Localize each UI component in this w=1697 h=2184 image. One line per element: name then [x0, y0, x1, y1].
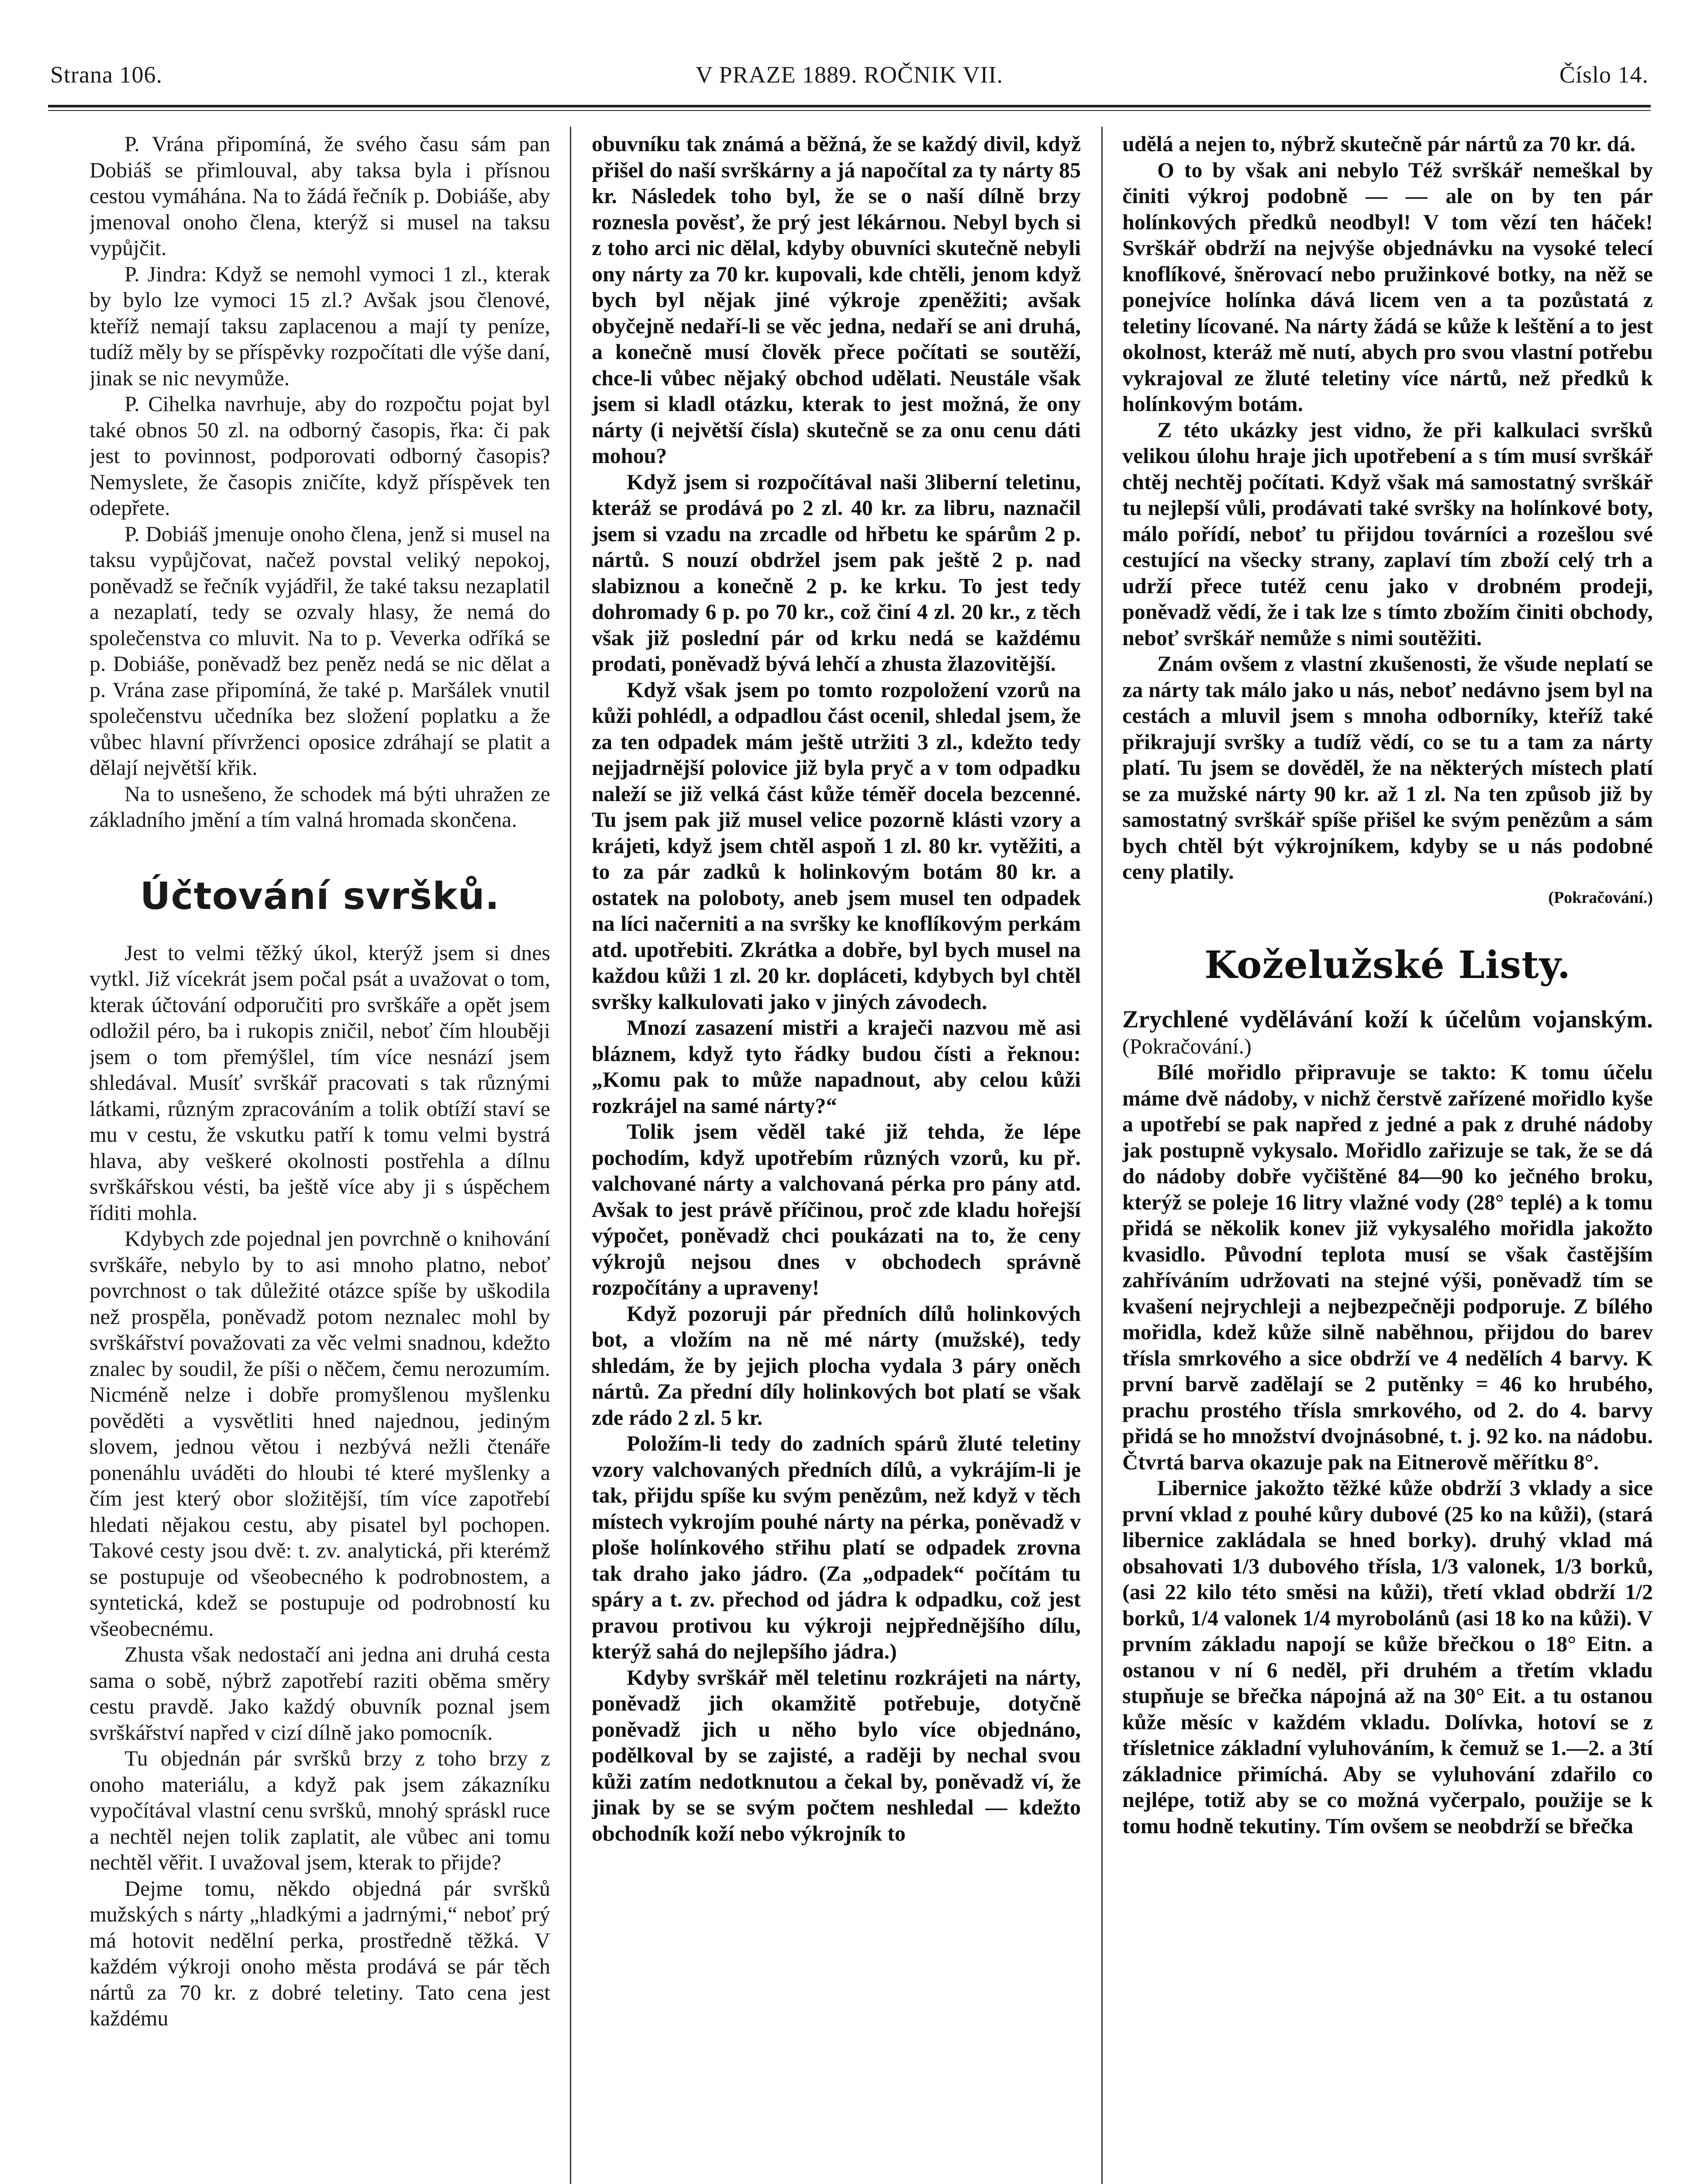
column-1 — [90, 131, 550, 2184]
paragraph: Zhusta však nedostačí ani jedna ani druhá cesta sama o sobě, nýbrž zapotřebí raziti oběma směry cestu pravdě. Jako každý obuvník poznal jsem svrškářství napřed v cizí dílně jako pomocník. — [90, 1642, 550, 1745]
paragraph: obuvníku tak známá a běžná, že se každý divil, když přišel do naší svrškárny a já napočítal za ty nárty 85 kr. Následek toho byl, že se o naší dílně brzy roznesla pověsť, že prý jest lékárnou. Nebyl bych si z toho arci nic dělal, kdyby obuvníci skutečně nebyli ony nárty za 70 kr. kupovali, kde chtěli, jenom když bych byl nějak jiné výkroje zpeněžiti; avšak obyčejně nedaří-li se věc jedna, nedaří se ani druhá, a konečně musí člověk přece počítati se soutěží, chce-li vůbec nějaký obchod udělati. Neustále však jsem si kladl otázku, kterak to jest možná, že ony nárty (i největší čísla) skutečně se za onu cenu dáti mohou? — [592, 131, 1081, 468]
paragraph: P. Vrána připomíná, že svého času sám pan Dobiáš se přimlouval, aby taksa byla i přísnou cestou vymáhána. Na to žádá řečník p. Dobiáše, aby jmenoval onoho člena, kterýž si musel na taksu vypůjčit. — [90, 131, 550, 260]
issue-number: Číslo 14. — [1559, 62, 1649, 88]
article-subtitle-text: Zrychlené vydělávání koží k účelům vojanským. — [1122, 1006, 1653, 1033]
paragraph: Dejme tomu, někdo objedná pár svršků mužských s nárty „hladkými a jadrnými,“ neboť prý má hotovit nedělní perka, prostředně těžká. V každém výkroji onoho města prodává se pár těch nártů za 70 kr. z dobré teletiny. Tato cena jest každému — [90, 1876, 550, 2030]
column-rule-2 — [1101, 127, 1103, 2184]
page-header — [50, 61, 1649, 105]
paragraph: Mnozí zasazení mistři a kraječi nazvou mě asi bláznem, když tyto řádky budou čísti a řeknou: „Komu pak to může napadnout, aby celou kůži rozkrájel na samé nárty?“ — [592, 1015, 1081, 1118]
paragraph: P. Jindra: Když se nemohl vymoci 1 zl., kterak by bylo lze vymoci 15 zl.? Avšak jsou členové, kteříž nemají taksu zaplacenou a mají ty peníze, tudíž měly by se příspěvky rozpočítati dle výše daní, jinak se nic nevymůže. — [90, 261, 550, 390]
paragraph: Znám ovšem z vlastní zkušenosti, že všude neplatí se za nárty tak málo jako u nás, neboť nedávno jsem byl na cestách a mluvil jsem s mnoha odborníky, kteříž také přikrajují svršky a tudíž vědí, co se tu a tam za nárty platí. Tu jsem se dověděl, že na některých místech platí se za mužské nárty 90 kr. až 1 zl. Na ten způsob již by samostatný svrškář spíše přišel ke svým penězům a sám bych chtěl být výkrojníkem, kdyby se u nás podobné ceny platily. — [1122, 651, 1653, 884]
header-rule-thin — [48, 110, 1651, 111]
paragraph: Na to usnešeno, že schodek má býti uhražen ze základního jmění a tím valná hromada skončena. — [90, 781, 550, 832]
paragraph: Položím-li tedy do zadních spárů žluté teletiny vzory valchovaných předních dílů, a vykrájím-li je tak, přijdu spíše ku svým penězům, než když v těch místech vykrojím pouhé nárty na pérka, poněvadž v ploše holínkového střihu platí se odpadek zrovna tak draho jako jádro. (Za „odpadek“ počítám tu spáry a t. zv. přechod od jádra k odpadku, což jest pravou protivou ku výkroji nejpřednějšího dílu, kterýž sahá do nejlepšího jádra.) — [592, 1431, 1081, 1663]
paragraph: Když však jsem po tomto rozpoložení vzorů na kůži pohlédl, a odpadlou část ocenil, shledal jsem, že za ten odpadek mám ještě utržiti 3 zl., kdežto tedy nejjadrnější polovice již byla pryč a v tom odpadku naleží se již velká část kůže téměř docela bezcenné. Tu jsem pak již musel velice pozorně klásti vzory a krájeti, když jsem chtěl aspoň 1 zl. 80 kr. vytěžiti, a to za pár zadků k holinkovým botám 80 kr. a ostatek na poloboty, aneb jsem musel ten odpadek na líci načerniti a na svršky ke knoflíkovým perkám atd. upotřebiti. Zkrátka a dobře, byl bych musel na každou kůži 1 zl. 20 kr. dopláceti, kdybych byl chtěl svršky kalkulovati jako v jiných závodech. — [592, 677, 1081, 1014]
page-number: Strana 106. — [50, 62, 162, 88]
paragraph: P. Dobiáš jmenuje onoho člena, jenž si musel na taksu vypůjčovat, načež povstal veliký nepokoj, poněvadž se řečník vyjádřil, že také taksu nezaplatil a nezaplatí, tedy se ozvaly hlasy, že nemá do společenstva co mluvit. Na to p. Veverka odříká se p. Dobiáše, poněvadž bez peněz nedá se nic dělat a p. Vrána zase připomíná, že také p. Maršálek vnutil společenstvu učedníka bez složení poplatku a že vůbec hlavní přívrženci oposice zdráhají se platit a dělají největší křik. — [90, 521, 550, 780]
paragraph: Když pozoruji pár předních dílů holinkových bot, a vložím na ně mé nárty (mužské), tedy shledám, že by jejich plocha vydala 3 páry oněch nártů. Za přední díly holinkových bot platí se však zde rádo 2 zl. 5 kr. — [592, 1301, 1081, 1430]
paragraph: O to by však ani nebylo Též svrškář nemeškal by činiti výkroj podobně — — ale on by ten pár holínkových předků neodbyl! V tom vězí ten háček! Svrškář obdrží na nejvýše objednávku na vysoké telecí knoflíkové, šněrovací nebo pružinkové botky, na něž se ponejvíce holínka dává licem ven a ta pozůstatá z teletiny lícované. Na nárty žádá se kůže k leštění a to jest okolnost, kteráž mě nutí, abych pro svou vlastní potřebu vykrajoval ze žluté teletiny více nártů, než předků k holínkovým botám. — [1122, 157, 1653, 416]
column-2 — [592, 131, 1081, 2184]
paragraph: Libernice jakožto těžké kůže obdrží 3 vklady a sice první vklad z pouhé kůry dubové (25 ko na kůži), (stará libernice zakládala se hned borky). druhý vklad má obsahovati 1/3 dubového třísla, 1/3 valonek, 1/3 borků, (asi 22 kilo této směsi na kůži), třetí vklad obdrží 1/2 borků, 1/4 valonek 1/4 myrobolánů (asi 18 ko na kůži). V prvním základu napojí se kůže břečkou o 18° Eitn. a ostanou v ní 6 neděl, při druhém a třetím vkladu stupňuje se břečka nápojná až na 30° Eit. a tu ostanou kůže měsíc v každém vkladu. Dolívka, hotoví se z třísletnice základní vyluhováním, k čemuž se 1.—2. a 3tí základnice přimíchá. Aby se vyluhování zdařilo co nejlépe, totiž aby se co možná vyčerpalo, použije se k tomu hodně tekutiny. Tím ovšem se neobdrží se břečka — [1122, 1476, 1653, 1838]
header-rule-thick — [48, 105, 1651, 107]
article-title: Účtování svršků. — [140, 874, 500, 918]
paragraph: Bílé mořidlo připravuje se takto: K tomu účelu máme dvě nádoby, v nichž čerstvě zařízené mořidlo kyše a upotřebí se pak napřed z jedné a pak z druhé nádoby jak postupně vykysalo. Mořidlo zařizuje se tak, že se dá do nádoby dobře vyčištěné 84—90 ko ječného broku, kterýž se poleje 16 litry vlažné vody (28° teplé) a k tomu přidá se několik konev již vykysalého mořidla jakožto kvasidlo. Původní teplota musí se však častějším zahříváním udržovati na stejné výši, poněvadž tím se kvašení nejrychleji a nejbezpečněji podporuje. Z bílého mořidla, kdež kůže silně naběhnou, přijdou do barev třísla smrkového a sice obdrží ve 4 nedělích 4 barvy. K první barvě zadělají se 2 putěnky = 46 ko hrubého, prachu prostého třísla smrkového, od 2. do 4. barvy přidá se ho množství dvojnásobné, t. j. 92 ko. na nádobu. Čtvrtá barva okazuje pak na Eitnerově měřítku 8°. — [1122, 1060, 1653, 1474]
continued-note: (Pokračování.) — [1548, 888, 1653, 907]
column-rule-1 — [570, 127, 571, 2184]
paragraph: Tolik jsem věděl také již tehda, že lépe pochodím, když upotřebím různých vzorů, ku př. valchované nárty a valchovaná pérka pro pány atd. Avšak to jest právě příčinou, proč zde kladu hořejší výpočet, poněvadž chci poukázati na to, že ceny výkrojů nejsou dnes v obchodech správně rozpočítány a upraveny! — [592, 1119, 1081, 1299]
publication-date-volume: V PRAZE 1889. ROČNIK VII. — [695, 62, 1004, 88]
paragraph: Jest to velmi těžký úkol, kterýž jsem si dnes vytkl. Již vícekrát jsem počal psát a uvažovat o tom, kterak účtování odporučiti pro svrškáře a opět jsem odložil péro, ba i rukopis zničil, neboť čím hlouběji jsem o tom přemýšlel, tím více nesnází jsem shledával. Musíť svrškář pracovati s tak různými látkami, různým zpracováním a tolik obtíží staví se mu v cestu, že vskutku patří k tomu velmi bystrá hlava, aby veškeré okolnosti postřehla a dílnu svrškářskou vésti, ba ještě více aby ji s úspěchem říditi mohla. — [90, 940, 550, 1225]
paragraph: P. Cihelka navrhuje, aby do rozpočtu pojat byl také obnos 50 zl. na odborný časopis, řka: či pak jest to povinnost, podporovati odborný časopis? Nemyslete, že časopis zničíte, když příspěvek ten odepřete. — [90, 391, 550, 520]
paragraph: Kdybych zde pojednal jen povrchně o knihování svrškáře, nebylo by to asi mnoho platno, neboť povrchnost o tak důležité otázce spíše by uškodila než prospěla, poněvadž potom neznalec mohl by svrškářství považovati za věc velmi snadnou, kdežto znalec by soudil, že píši o něčem, čemu nerozumím. Nicméně nelze i dobře promyšlenou myšlenku pověděti a vysvětliti hned najednou, jediným slovem, jednou větou i nezbývá nežli čtenáře ponenáhlu uváděti do hloubi té které myšlenky a čím jest který obor složitější, tím více zapotřebí hledati nějakou cestu, aby pisatel byl pochopen. Takové cesty jsou dvě: t. zv. analytická, při kterémž se postupuje od všeobecného k podrobnostem, a syntetická, kdež se postupuje od podrobností ku všeobecnému. — [90, 1226, 550, 1641]
paragraph: udělá a nejen to, nýbrž skutečně pár nártů za 70 kr. dá. — [1122, 131, 1636, 156]
paragraph: Tu objednán pár svršků brzy z toho brzy z onoho materiálu, a když pak jsem zákazníku vypočítával vlastní cenu svršků, mnohý spráskl ruce a nechtěl nejen tolik zaplatit, ale vůbec ani tomu nechtěl věřit. I uvažoval jsem, kterak to přijde? — [90, 1746, 550, 1874]
paragraph: Když jsem si rozpočítával naši 3liberní teletinu, kteráž se prodává po 2 zl. 40 kr. za libru, naznačil jsem si vzadu na zrcadle od hřbetu ke spárům 2 p. nártů. S nouzí obdržel jsem pak ještě 2 p. nad slabiznou a konečně 2 p. ke krku. To jest tedy dohromady 6 p. po 70 kr., což činí 4 zl. 20 kr., z těch však již poslední pár od krku nedá se každému prodati, poněvadž bývá lehčí a zhusta žlazovitější. — [592, 469, 1081, 676]
article-subtitle — [1122, 1007, 1653, 1059]
paragraph: Kdyby svrškář měl teletinu rozkrájeti na nárty, poněvadž jich okamžitě potřebuje, dotyčně poněvadž jich u něho bylo více objednáno, podělkoval by se zajisté, a raději by nechal svou kůži zatím nedotknutou a čekal by, poněvadž ví, že jinak by se se svým počtem neshledal — kdežto obchodník koží nebo výkrojník to — [592, 1665, 1081, 1845]
column-3 — [1122, 131, 1653, 2184]
article-subtitle-continued: (Pokračování.) — [1122, 1033, 1252, 1058]
paragraph: Z této ukázky jest vidno, že při kalkulaci svršků velikou úlohu hraje jich upotřebení a s tím musí svrškář chtěj nechtěj počítati. Když však má samostatný svrškář tu nejlepší vůli, prodávati také svršky na holínkové boty, málo pořídí, neboť tu přijdou továrníci a rozešlou své cestující na všecky strany, zaplaví tím zboží celý trh a udrží přece tutéž cenu jako v drobném prodeji, poněvadž vědí, že i tak lze s tímto zbožím činiti obchody, neboť svrškář nemůže s nimi soutěžiti. — [1122, 417, 1653, 650]
section-title: Koželužské Listy. — [1204, 943, 1571, 987]
